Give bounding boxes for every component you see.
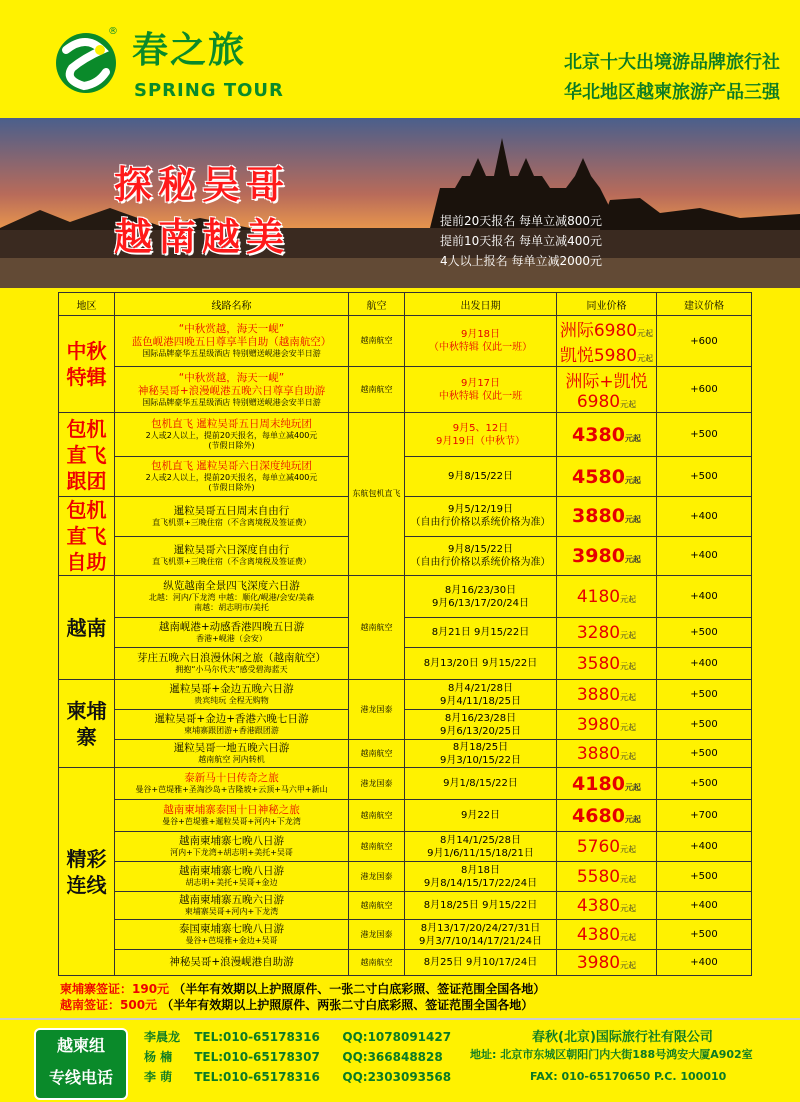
visa-note: （半年有效期以上护照原件、两张二寸白底彩照、签证范围全国各地） — [161, 998, 534, 1012]
route-title: 包机直飞 暹粒吴哥六日深度纯玩团 — [151, 460, 312, 472]
spring-tour-logo-icon — [44, 28, 128, 98]
price-unit: 元起 — [624, 515, 641, 525]
price-cell — [557, 576, 657, 618]
airline-cell: 港龙国泰 — [349, 920, 405, 950]
suggested-price-cell: +500 — [657, 862, 752, 892]
table-header-row — [59, 293, 752, 316]
route-note: 曼谷+芭堤雅+暹粒吴哥+河内+下龙湾 — [162, 817, 301, 826]
date-cell — [405, 497, 557, 537]
price-cell — [557, 740, 657, 768]
suggested-price-cell: +400 — [657, 576, 752, 618]
route-cell — [115, 457, 349, 497]
contact-name: 李 萌 — [144, 1070, 173, 1084]
suggested-price-cell: +500 — [657, 618, 752, 648]
table-row — [59, 497, 752, 537]
price-amount: 6980 — [576, 392, 621, 412]
price-amount: 3980 — [576, 714, 621, 735]
route-title: 越南岘港+动感香港四晚五日游 — [158, 621, 305, 633]
price-cell — [557, 950, 657, 976]
contact-footer — [0, 1018, 800, 1102]
date-cell — [405, 576, 557, 618]
hotline-badge — [34, 1028, 128, 1100]
date-cell — [405, 832, 557, 862]
route-title: “中秋赏越，海天一岘” — [178, 371, 285, 384]
region-cell: 精彩连线 — [59, 768, 115, 976]
route-note: 柬埔寨吴哥+河内+下龙湾 — [184, 907, 279, 916]
region-cell: 柬埔寨 — [59, 680, 115, 768]
price-amount: 洲际+凯悦 — [565, 372, 648, 392]
suggested-price-cell: +600 — [657, 316, 752, 367]
table-row — [59, 413, 752, 457]
date-line: 中秋特辑 仅此一班 — [438, 390, 523, 402]
route-cell — [115, 316, 349, 367]
price-unit: 元起 — [620, 903, 637, 913]
promo-line: 提前10天报名 每单立减400元 — [440, 234, 602, 248]
date-line: 8月16/23/30日 — [444, 584, 517, 596]
date-line: 9月18日 — [460, 329, 501, 340]
table-row — [59, 618, 752, 648]
date-cell — [405, 316, 557, 367]
route-note: 曼谷+芭堤雅+圣淘沙岛+吉隆坡+云顶+马六甲+新山 — [135, 785, 328, 794]
registered-mark: ® — [108, 26, 118, 37]
price-cell — [557, 316, 657, 367]
price-unit: 元起 — [624, 782, 641, 792]
route-title: 越南柬埔寨七晚八日游 — [179, 865, 284, 877]
price-value — [557, 392, 656, 412]
price-unit: 元起 — [637, 354, 654, 363]
price-unit: 元起 — [620, 400, 637, 409]
table-row — [59, 648, 752, 680]
route-title: 泰新马十日传奇之旅 — [184, 772, 279, 784]
route-note: 越南航空 河内转机 — [198, 755, 265, 764]
suggested-price-cell: +700 — [657, 800, 752, 832]
route-note: (节假日除外) — [208, 483, 255, 492]
contact-qq: QQ:366848828 — [342, 1050, 443, 1064]
price-unit: 元起 — [637, 329, 654, 338]
contact-name: 李晨龙 — [144, 1030, 181, 1044]
table-row — [59, 367, 752, 413]
tagline-1: 北京十大出境游品牌旅行社 — [564, 52, 780, 73]
date-line: （自由行价格以系统价格为准） — [410, 517, 551, 529]
route-title: 越南柬埔寨泰国十日神秘之旅 — [163, 804, 300, 816]
price-cell — [557, 892, 657, 920]
suggested-price-cell: +400 — [657, 497, 752, 537]
airline-cell: 越南航空 — [349, 316, 405, 367]
contact-phone[interactable]: TEL:010-65178316 — [194, 1030, 320, 1044]
route-note: 国际品牌豪华五星级酒店 特别赠送岘港会安半日游 — [142, 397, 321, 407]
route-title: 越南柬埔寨七晚八日游 — [179, 835, 284, 847]
price-cell — [557, 618, 657, 648]
route-cell — [115, 710, 349, 740]
brand-name-en: SPRING TOUR — [134, 80, 284, 101]
table-row — [59, 680, 752, 710]
date-cell: 9月22日 — [405, 800, 557, 832]
date-line: 8月4/21/28日 — [448, 682, 513, 694]
suggested-price-cell: +400 — [657, 536, 752, 576]
col-header-route: 线路名称 — [115, 293, 349, 316]
contact-row — [144, 1068, 451, 1085]
airline-cell: 越南航空 — [349, 950, 405, 976]
airline-cell: 越南航空 — [349, 832, 405, 862]
route-title: 包机直飞 暹粒吴哥五日周末纯玩团 — [151, 418, 312, 430]
price-cell — [557, 920, 657, 950]
price-amount: 3980 — [572, 544, 625, 567]
route-title: 泰国柬埔寨七晚八日游 — [179, 923, 284, 935]
contact-qq: QQ:1078091427 — [342, 1030, 452, 1044]
date-line: 9月6/13/17/20/24日 — [431, 597, 530, 609]
badge-line: 专线电话 — [48, 1068, 113, 1087]
route-note: 河内+下龙湾+胡志明+美托+吴哥 — [170, 848, 293, 857]
date-line: 9月3/7/10/14/17/21/24日 — [419, 935, 542, 947]
route-cell — [115, 680, 349, 710]
route-note: (节假日除外) — [208, 441, 255, 450]
visa-note: （半年有效期以上护照原件、一张二寸白底彩照、签证范围全国各地） — [173, 982, 546, 996]
route-cell — [115, 800, 349, 832]
col-header-trade-price: 同业价格 — [557, 293, 657, 316]
price-cell — [557, 497, 657, 537]
date-line: 9月3/10/15/22日 — [439, 754, 521, 766]
price-unit: 元起 — [620, 874, 637, 884]
col-header-region: 地区 — [59, 293, 115, 316]
price-amount: 3880 — [576, 684, 621, 705]
route-note: 2人或2人以上，提前20天报名，每单立减400元 — [145, 431, 318, 440]
visa-vietnam — [60, 996, 533, 1013]
price-unit: 元起 — [624, 475, 641, 485]
route-title: 芽庄五晚六日浪漫休闲之旅（越南航空） — [137, 652, 326, 664]
company-name: 春秋(北京)国际旅行社有限公司 — [532, 1030, 713, 1045]
price-unit: 元起 — [620, 630, 637, 640]
price-cell — [557, 680, 657, 710]
region-cell: 包机直飞自助 — [59, 497, 115, 576]
date-line: 9月6/13/20/25日 — [439, 725, 521, 737]
date-line: 9月19日（中秋节） — [435, 435, 526, 447]
date-cell — [405, 536, 557, 576]
contact-phone[interactable]: TEL:010-65178316 — [194, 1070, 320, 1084]
date-cell: 8月18/25日 9月15/22日 — [405, 892, 557, 920]
price-amount: 3280 — [576, 622, 621, 643]
price-amount: 3880 — [576, 743, 621, 764]
date-line: 9月5/12/19日 — [448, 504, 513, 516]
price-unit: 元起 — [620, 960, 637, 970]
route-cell — [115, 413, 349, 457]
date-line: 8月13/17/20/24/27/31日 — [420, 922, 541, 934]
date-line: （自由行价格以系统价格为准） — [410, 556, 551, 568]
date-line: 9月5、12日 — [452, 422, 509, 434]
badge-line: 越柬组 — [56, 1036, 105, 1055]
route-note: 2人或2人以上，提前20天报名，每单立减400元 — [145, 473, 318, 482]
table-row — [59, 710, 752, 740]
airline-cell: 越南航空 — [349, 740, 405, 768]
date-cell — [405, 680, 557, 710]
suggested-price-cell: +500 — [657, 413, 752, 457]
suggested-price-cell: +500 — [657, 710, 752, 740]
contact-row — [144, 1048, 443, 1065]
price-amount: 凯悦5980 — [559, 346, 638, 366]
route-title: 暹粒吴哥+金边五晚六日游 — [169, 683, 294, 695]
date-line: 9月4/11/18/25日 — [439, 695, 521, 707]
price-amount: 4680 — [572, 804, 625, 827]
price-cell — [557, 648, 657, 680]
suggested-price-cell: +500 — [657, 740, 752, 768]
table-row — [59, 832, 752, 862]
contact-row — [144, 1028, 451, 1045]
region-cell: 中秋特辑 — [59, 316, 115, 413]
route-note: 直飞机票+三晚住宿（不含离境税及签证费） — [152, 517, 311, 527]
price-cell — [557, 768, 657, 800]
route-cell — [115, 832, 349, 862]
region-cell: 包机直飞跟团 — [59, 413, 115, 497]
price-unit: 元起 — [620, 661, 637, 671]
date-cell — [405, 740, 557, 768]
route-cell — [115, 618, 349, 648]
airline-cell: 港龙国泰 — [349, 768, 405, 800]
route-cell — [115, 768, 349, 800]
date-cell: 8月25日 9月10/17/24日 — [405, 950, 557, 976]
airline-cell: 越南航空 — [349, 892, 405, 920]
price-amount: 4380 — [576, 895, 621, 916]
contact-name: 杨 楠 — [144, 1050, 173, 1064]
date-line: 9月8/14/15/17/22/24日 — [423, 877, 538, 889]
visa-label: 越南签证：500元 — [60, 998, 158, 1012]
price-unit: 元起 — [620, 844, 637, 854]
brand-name-cn: 春之旅 — [132, 29, 247, 71]
price-amount: 3580 — [576, 653, 621, 674]
date-cell — [405, 413, 557, 457]
date-line: 8月18日 — [460, 864, 501, 876]
date-line: 9月1/6/11/15/18/21日 — [427, 847, 534, 859]
contact-phone[interactable]: TEL:010-65178307 — [194, 1050, 320, 1064]
price-amount: 4580 — [572, 465, 625, 488]
price-amount: 4380 — [576, 924, 621, 945]
slogan-line-2: 越南越美 — [114, 214, 291, 259]
price-cell — [557, 457, 657, 497]
price-amount: 5580 — [576, 866, 621, 887]
date-line: 9月8/15/22日 — [448, 543, 513, 555]
route-note: 胡志明+美托+吴哥+金边 — [185, 878, 278, 887]
date-cell — [405, 920, 557, 950]
date-cell — [405, 862, 557, 892]
price-value — [557, 316, 656, 341]
table-row — [59, 576, 752, 618]
route-note: 贵宾纯玩 全程无购物 — [194, 696, 269, 705]
route-title: 神秘吴哥+浪漫岘港五晚六日尊享自助游 — [137, 384, 326, 397]
table-row — [59, 920, 752, 950]
route-note: 北越：河内/下龙湾 中越：顺化/岘港/会安/美森 — [148, 593, 315, 602]
route-note: 直飞机票+三晚住宿（不含离境税及签证费） — [152, 557, 311, 567]
table-row — [59, 892, 752, 920]
suggested-price-cell: +500 — [657, 768, 752, 800]
price-cell — [557, 862, 657, 892]
route-cell — [115, 536, 349, 576]
date-line: 9月17日 — [460, 377, 501, 389]
airline-cell: 越南航空 — [349, 367, 405, 413]
price-amount: 4180 — [576, 586, 621, 607]
route-note: 拥抱“小马尔代夫”感受碧海蓝天 — [175, 665, 288, 674]
date-cell — [405, 367, 557, 413]
promo-line: 提前20天报名 每单立减800元 — [440, 214, 602, 228]
col-header-suggested-price: 建议价格 — [657, 293, 752, 316]
price-cell — [557, 413, 657, 457]
tagline-2: 华北地区越柬旅游产品三强 — [564, 82, 780, 103]
price-cell — [557, 800, 657, 832]
price-unit: 元起 — [624, 554, 641, 564]
route-cell — [115, 367, 349, 413]
price-unit: 元起 — [620, 932, 637, 942]
route-cell — [115, 576, 349, 618]
table-row — [59, 800, 752, 832]
date-cell: 9月1/8/15/22日 — [405, 768, 557, 800]
route-note: 国际品牌豪华五星级酒店 特别赠送岘港会安半日游 — [142, 349, 321, 358]
table-row — [59, 740, 752, 768]
date-line: 8月16/23/28日 — [444, 712, 517, 724]
route-cell — [115, 862, 349, 892]
price-amount: 4180 — [572, 772, 625, 795]
col-header-date: 出发日期 — [405, 293, 557, 316]
price-amount: 5760 — [576, 836, 621, 857]
route-title: 暹粒吴哥五日周末自由行 — [173, 504, 290, 517]
suggested-price-cell: +400 — [657, 648, 752, 680]
route-title: 暹粒吴哥一地五晚六日游 — [173, 742, 290, 754]
airline-cell: 港龙国泰 — [349, 862, 405, 892]
date-cell: 8月13/20日 9月15/22日 — [405, 648, 557, 680]
route-note: 南越：胡志明市/美托 — [194, 603, 269, 612]
suggested-price-cell: +400 — [657, 950, 752, 976]
price-amount: 4380 — [572, 423, 625, 446]
price-unit: 元起 — [620, 751, 637, 761]
contact-qq: QQ:2303093568 — [342, 1070, 452, 1084]
suggested-price-cell: +500 — [657, 457, 752, 497]
hero-banner — [0, 118, 800, 288]
suggested-price-cell: +500 — [657, 680, 752, 710]
price-amount: 洲际6980 — [559, 321, 638, 341]
table-row — [59, 316, 752, 367]
route-title: 蓝色岘港四晚五日尊享半自助（越南航空） — [131, 336, 332, 348]
suggested-price-cell: +500 — [657, 920, 752, 950]
route-note: 柬埔寨跟团游+香港跟团游 — [184, 726, 279, 735]
region-cell: 越南 — [59, 576, 115, 680]
suggested-price-cell: +400 — [657, 892, 752, 920]
price-cell — [557, 710, 657, 740]
visa-cambodia — [60, 980, 545, 997]
col-header-airline: 航空 — [349, 293, 405, 316]
promo-line: 4人以上报名 每单立减2000元 — [440, 254, 602, 268]
route-title: 纵览越南全景四飞深度六日游 — [163, 580, 300, 592]
route-note: 香港+岘港（会安） — [196, 634, 267, 643]
route-cell — [115, 920, 349, 950]
route-title: “中秋赏越，海天一岘” — [178, 323, 285, 335]
company-address: 地址: 北京市东城区朝阳门内大街188号鸿安大厦A902室 — [470, 1048, 753, 1061]
airline-cell: 东航包机直飞 — [349, 413, 405, 576]
route-note: 曼谷+芭堤雅+金边+吴哥 — [185, 936, 278, 945]
table-row — [59, 950, 752, 976]
route-title: 暹粒吴哥六日深度自由行 — [173, 544, 290, 557]
route-cell — [115, 950, 349, 976]
price-value — [557, 341, 656, 366]
airline-cell: 越南航空 — [349, 800, 405, 832]
table-row — [59, 536, 752, 576]
route-cell — [115, 497, 349, 537]
routes-table — [58, 292, 752, 976]
route-cell — [115, 892, 349, 920]
route-title: 越南柬埔寨五晚六日游 — [179, 894, 284, 906]
date-cell — [405, 710, 557, 740]
price-unit: 元起 — [620, 722, 637, 732]
header — [0, 0, 800, 118]
date-line: 8月18/25日 — [452, 741, 509, 753]
table-row — [59, 457, 752, 497]
price-unit: 元起 — [624, 814, 641, 824]
airline-cell: 越南航空 — [349, 576, 405, 680]
route-cell — [115, 648, 349, 680]
suggested-price-cell: +600 — [657, 367, 752, 413]
table-row — [59, 768, 752, 800]
route-title: 暹粒吴哥+金边+香港六晚七日游 — [154, 713, 309, 725]
price-cell — [557, 536, 657, 576]
price-cell — [557, 367, 657, 413]
suggested-price-cell: +400 — [657, 832, 752, 862]
date-cell: 8月21日 9月15/22日 — [405, 618, 557, 648]
table-row — [59, 862, 752, 892]
price-unit: 元起 — [620, 692, 637, 702]
slogan-line-1: 探秘吴哥 — [114, 162, 291, 207]
date-line: 8月14/1/25/28日 — [439, 834, 521, 846]
price-unit: 元起 — [624, 433, 641, 443]
price-amount: 3880 — [572, 505, 625, 528]
route-title: 神秘吴哥+浪漫岘港自助游 — [169, 956, 294, 968]
price-unit: 元起 — [620, 594, 637, 604]
price-amount: 3980 — [576, 952, 621, 973]
date-cell: 9月8/15/22日 — [405, 457, 557, 497]
company-fax: FAX: 010-65170650 P.C. 100010 — [530, 1070, 727, 1083]
date-line: （中秋特辑 仅此一班） — [428, 342, 533, 353]
price-cell — [557, 832, 657, 862]
route-cell — [115, 740, 349, 768]
airline-cell: 港龙国泰 — [349, 680, 405, 740]
visa-label: 柬埔寨签证：190元 — [60, 982, 170, 996]
